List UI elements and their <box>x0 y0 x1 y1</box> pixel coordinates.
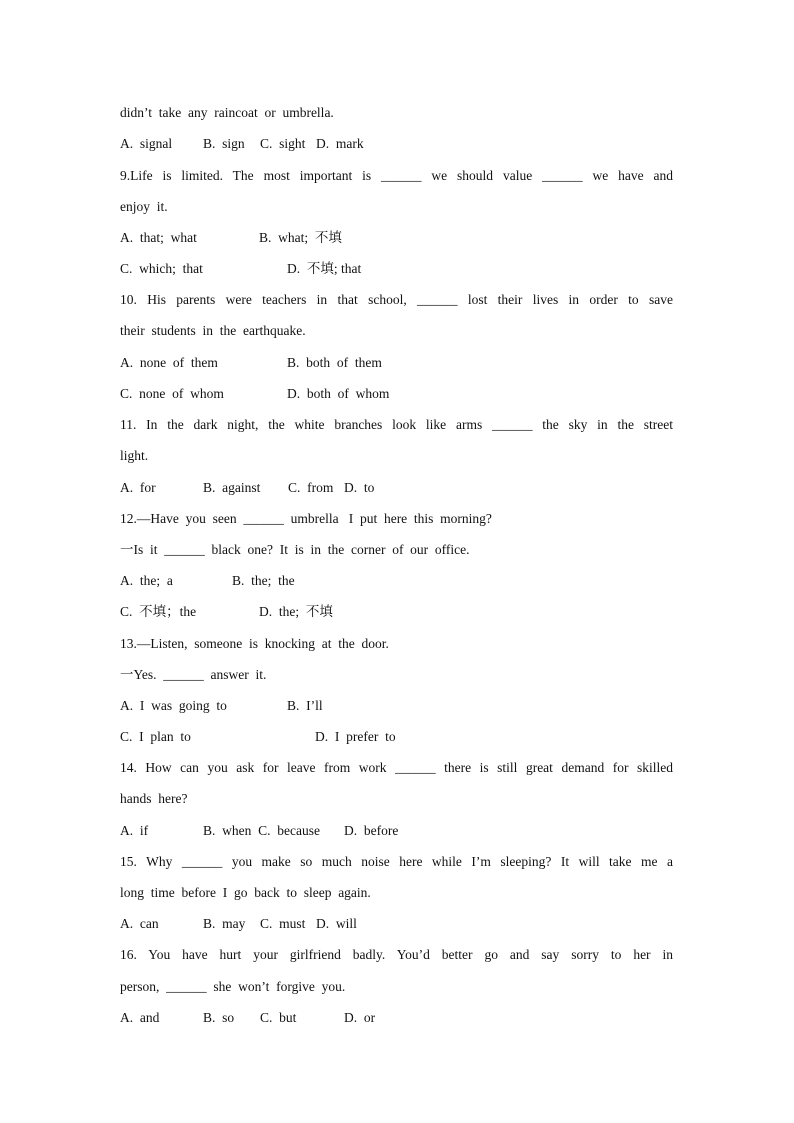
question-11: 11. In the dark night, the white branches look like arms ______ the sky in the street <box>120 417 673 432</box>
text-line: didn’t take any raincoat or umbrella. <box>120 105 334 120</box>
q9-option-c: C. which; that <box>120 261 203 276</box>
question-16: 16. You have hurt your girlfriend badly. You’d better go and say sorry to her in <box>120 947 673 962</box>
question-14-cont: hands here? <box>120 791 188 806</box>
q8-option-d: D. mark <box>316 136 364 151</box>
q16-option-b: B. so <box>203 1010 235 1025</box>
q11-option-a: A. for <box>120 480 156 495</box>
question-13: 13.—Listen, someone is knocking at the door. <box>120 636 389 651</box>
q15-option-d: D. will <box>316 916 357 931</box>
q15-option-c: C. must <box>260 916 306 931</box>
q10-option-b: B. both of them <box>287 355 382 370</box>
question-15: 15. Why ______ you make so much noise here while I’m sleeping? It will take me a <box>120 854 673 869</box>
q16-option-a: A. and <box>120 1010 160 1025</box>
question-11-cont: light. <box>120 448 149 463</box>
q14-option-d: D. before <box>344 823 399 838</box>
q10-option-a: A. none of them <box>120 355 218 370</box>
q11-option-c: C. from <box>288 480 334 495</box>
q9-option-d: D. 不填; that <box>287 261 362 276</box>
question-14: 14. How can you ask for leave from work ______ there is still great demand for skilled <box>120 760 673 775</box>
q10-option-c: C. none of whom <box>120 386 224 401</box>
question-12: 12.—Have you seen ______ umbrella I put here this morning? <box>120 511 492 526</box>
q8-option-a: A. signal <box>120 136 173 151</box>
q13-option-b: B. I’ll <box>287 698 323 713</box>
q12-option-a: A. the; a <box>120 573 173 588</box>
q16-option-c: C. but <box>260 1010 297 1025</box>
question-10-cont: their students in the earthquake. <box>120 323 306 338</box>
q8-option-b: B. sign <box>203 136 245 151</box>
q12-option-d: D. the; 不填 <box>259 604 333 619</box>
q11-option-b: B. against <box>203 480 261 495</box>
q15-option-b: B. may <box>203 916 246 931</box>
q12-option-c: C. 不填；the <box>120 604 197 619</box>
q14-option-bc: B. when C. because <box>203 823 320 838</box>
q16-option-d: D. or <box>344 1010 376 1025</box>
q9-option-a: A. that; what <box>120 230 197 245</box>
q13-option-a: A. I was going to <box>120 698 227 713</box>
question-12-line-2: 一Is it ______ black one? It is in the corner of our office. <box>120 542 470 557</box>
question-13-line-2: 一Yes. ______ answer it. <box>120 667 267 682</box>
q9-option-b: B. what; 不填 <box>259 230 342 245</box>
question-10: 10. His parents were teachers in that school, ______ lost their lives in order to save <box>120 292 673 307</box>
q8-option-c: C. sight <box>260 136 306 151</box>
q11-option-d: D. to <box>344 480 375 495</box>
q15-option-a: A. can <box>120 916 159 931</box>
question-15-cont: long time before I go back to sleep again. <box>120 885 371 900</box>
question-16-cont: person, ______ she won’t forgive you. <box>120 979 346 994</box>
q14-option-a: A. if <box>120 823 149 838</box>
question-9-cont: enjoy it. <box>120 199 168 214</box>
q12-option-b: B. the; the <box>232 573 295 588</box>
question-9: 9.Life is limited. The most important is ______ we should value ______ we have and <box>120 168 673 183</box>
q13-option-d: D. I prefer to <box>315 729 396 744</box>
q10-option-d: D. both of whom <box>287 386 390 401</box>
q13-option-c: C. I plan to <box>120 729 191 744</box>
